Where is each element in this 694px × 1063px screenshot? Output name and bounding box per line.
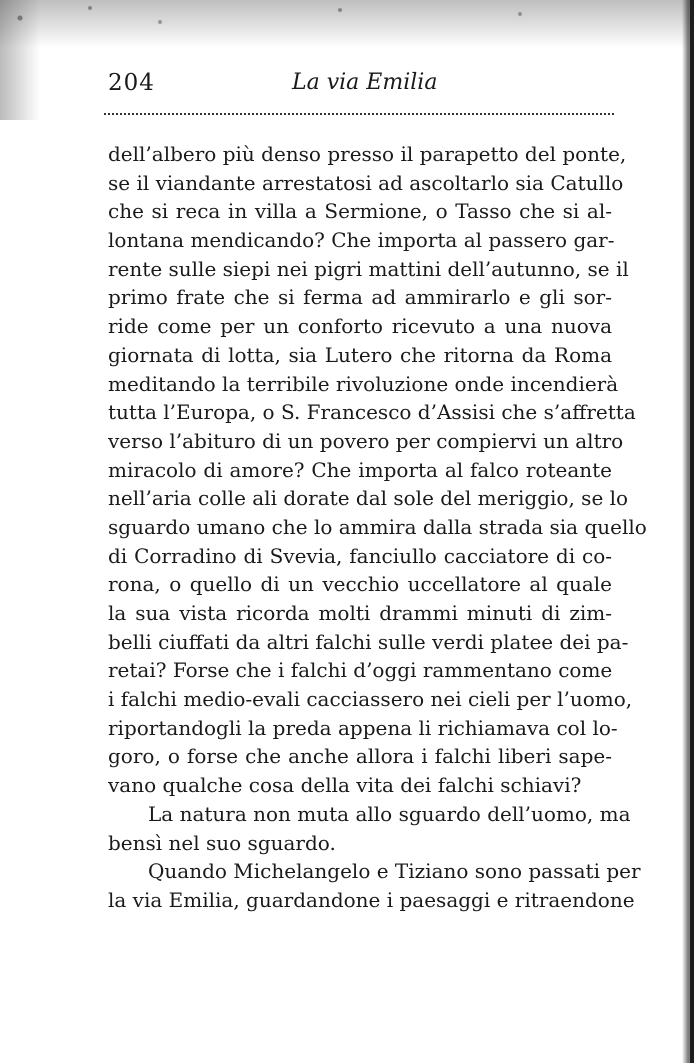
scan-edge-right (682, 0, 694, 1063)
text-line: primo frate che si ferma ad ammirarlo e gli sor- (108, 285, 612, 310)
text-line: la sua vista ricorda molti drammi minuti di zim- (108, 601, 612, 625)
text-line: lontana mendicando? Che importa al passero gar- (108, 228, 615, 253)
text-line: retai? Forse che i falchi d’oggi rammentano come (108, 658, 613, 683)
paragraph-1 (108, 140, 647, 800)
text-line: se il viandante arrestatosi ad ascoltarlo sia Catullo (108, 170, 624, 195)
text-line: rona, o quello di un vecchio uccellatore al quale (108, 572, 612, 597)
text-line: riportandogli la preda appena li richiamava col lo- (108, 715, 618, 740)
text-line: ride come per un conforto ricevuto a una nuova (108, 314, 612, 339)
scan-edge-top (0, 0, 694, 48)
text-line: vano qualche cosa della vita dei falchi schiavi? (108, 773, 582, 798)
text-line: rente sulle siepi nei pigri mattini dell’autunno, se il (108, 256, 629, 281)
running-title: La via Emilia (292, 70, 438, 95)
text-line: bensì nel suo sguardo. (108, 830, 336, 855)
text-line: i falchi medio-evali cacciassero nei cieli per l’uomo, (108, 687, 633, 712)
text-line: la via Emilia, guardandone i paesaggi e ritraendone (108, 887, 635, 912)
text-line: sguardo umano che lo ammira dalla strada sia quello (108, 514, 647, 539)
text-line: tutta l’Europa, o S. Francesco d’Assisi che s’affretta (108, 400, 636, 425)
scan-edge-left (0, 0, 40, 120)
text-line: di Corradino di Svevia, fanciullo cacciatore di co- (108, 543, 612, 568)
header-rule (104, 113, 614, 115)
text-line: giornata di lotta, sia Lutero che ritorna da Roma (108, 342, 612, 367)
text-line: nell’aria colle ali dorate dal sole del meriggio, se lo (108, 486, 629, 511)
text-line: Quando Michelangelo e Tiziano sono passati per (148, 859, 641, 884)
page-number: 204 (108, 70, 155, 96)
text-line: verso l’abituro di un povero per compiervi un altro (108, 428, 624, 453)
text-line: belli ciuffati da altri falchi sulle verdi platee dei pa- (108, 629, 629, 654)
paragraph-3 (108, 857, 641, 914)
page-header (108, 66, 612, 102)
body-text (108, 140, 647, 915)
text-line: meditando la terribile rivoluzione onde incendierà (108, 371, 619, 396)
paragraph-2 (108, 800, 631, 857)
text-line: goro, o forse che anche allora i falchi liberi sape- (108, 744, 612, 769)
text-line: miracolo di amore? Che importa al falco roteante (108, 457, 612, 482)
text-line: dell’albero più denso presso il parapetto del ponte, (108, 142, 627, 166)
text-line: che si reca in villa a Sermione, o Tasso che si al- (108, 199, 612, 224)
text-line: La natura non muta allo sguardo dell’uomo, ma (148, 801, 631, 826)
